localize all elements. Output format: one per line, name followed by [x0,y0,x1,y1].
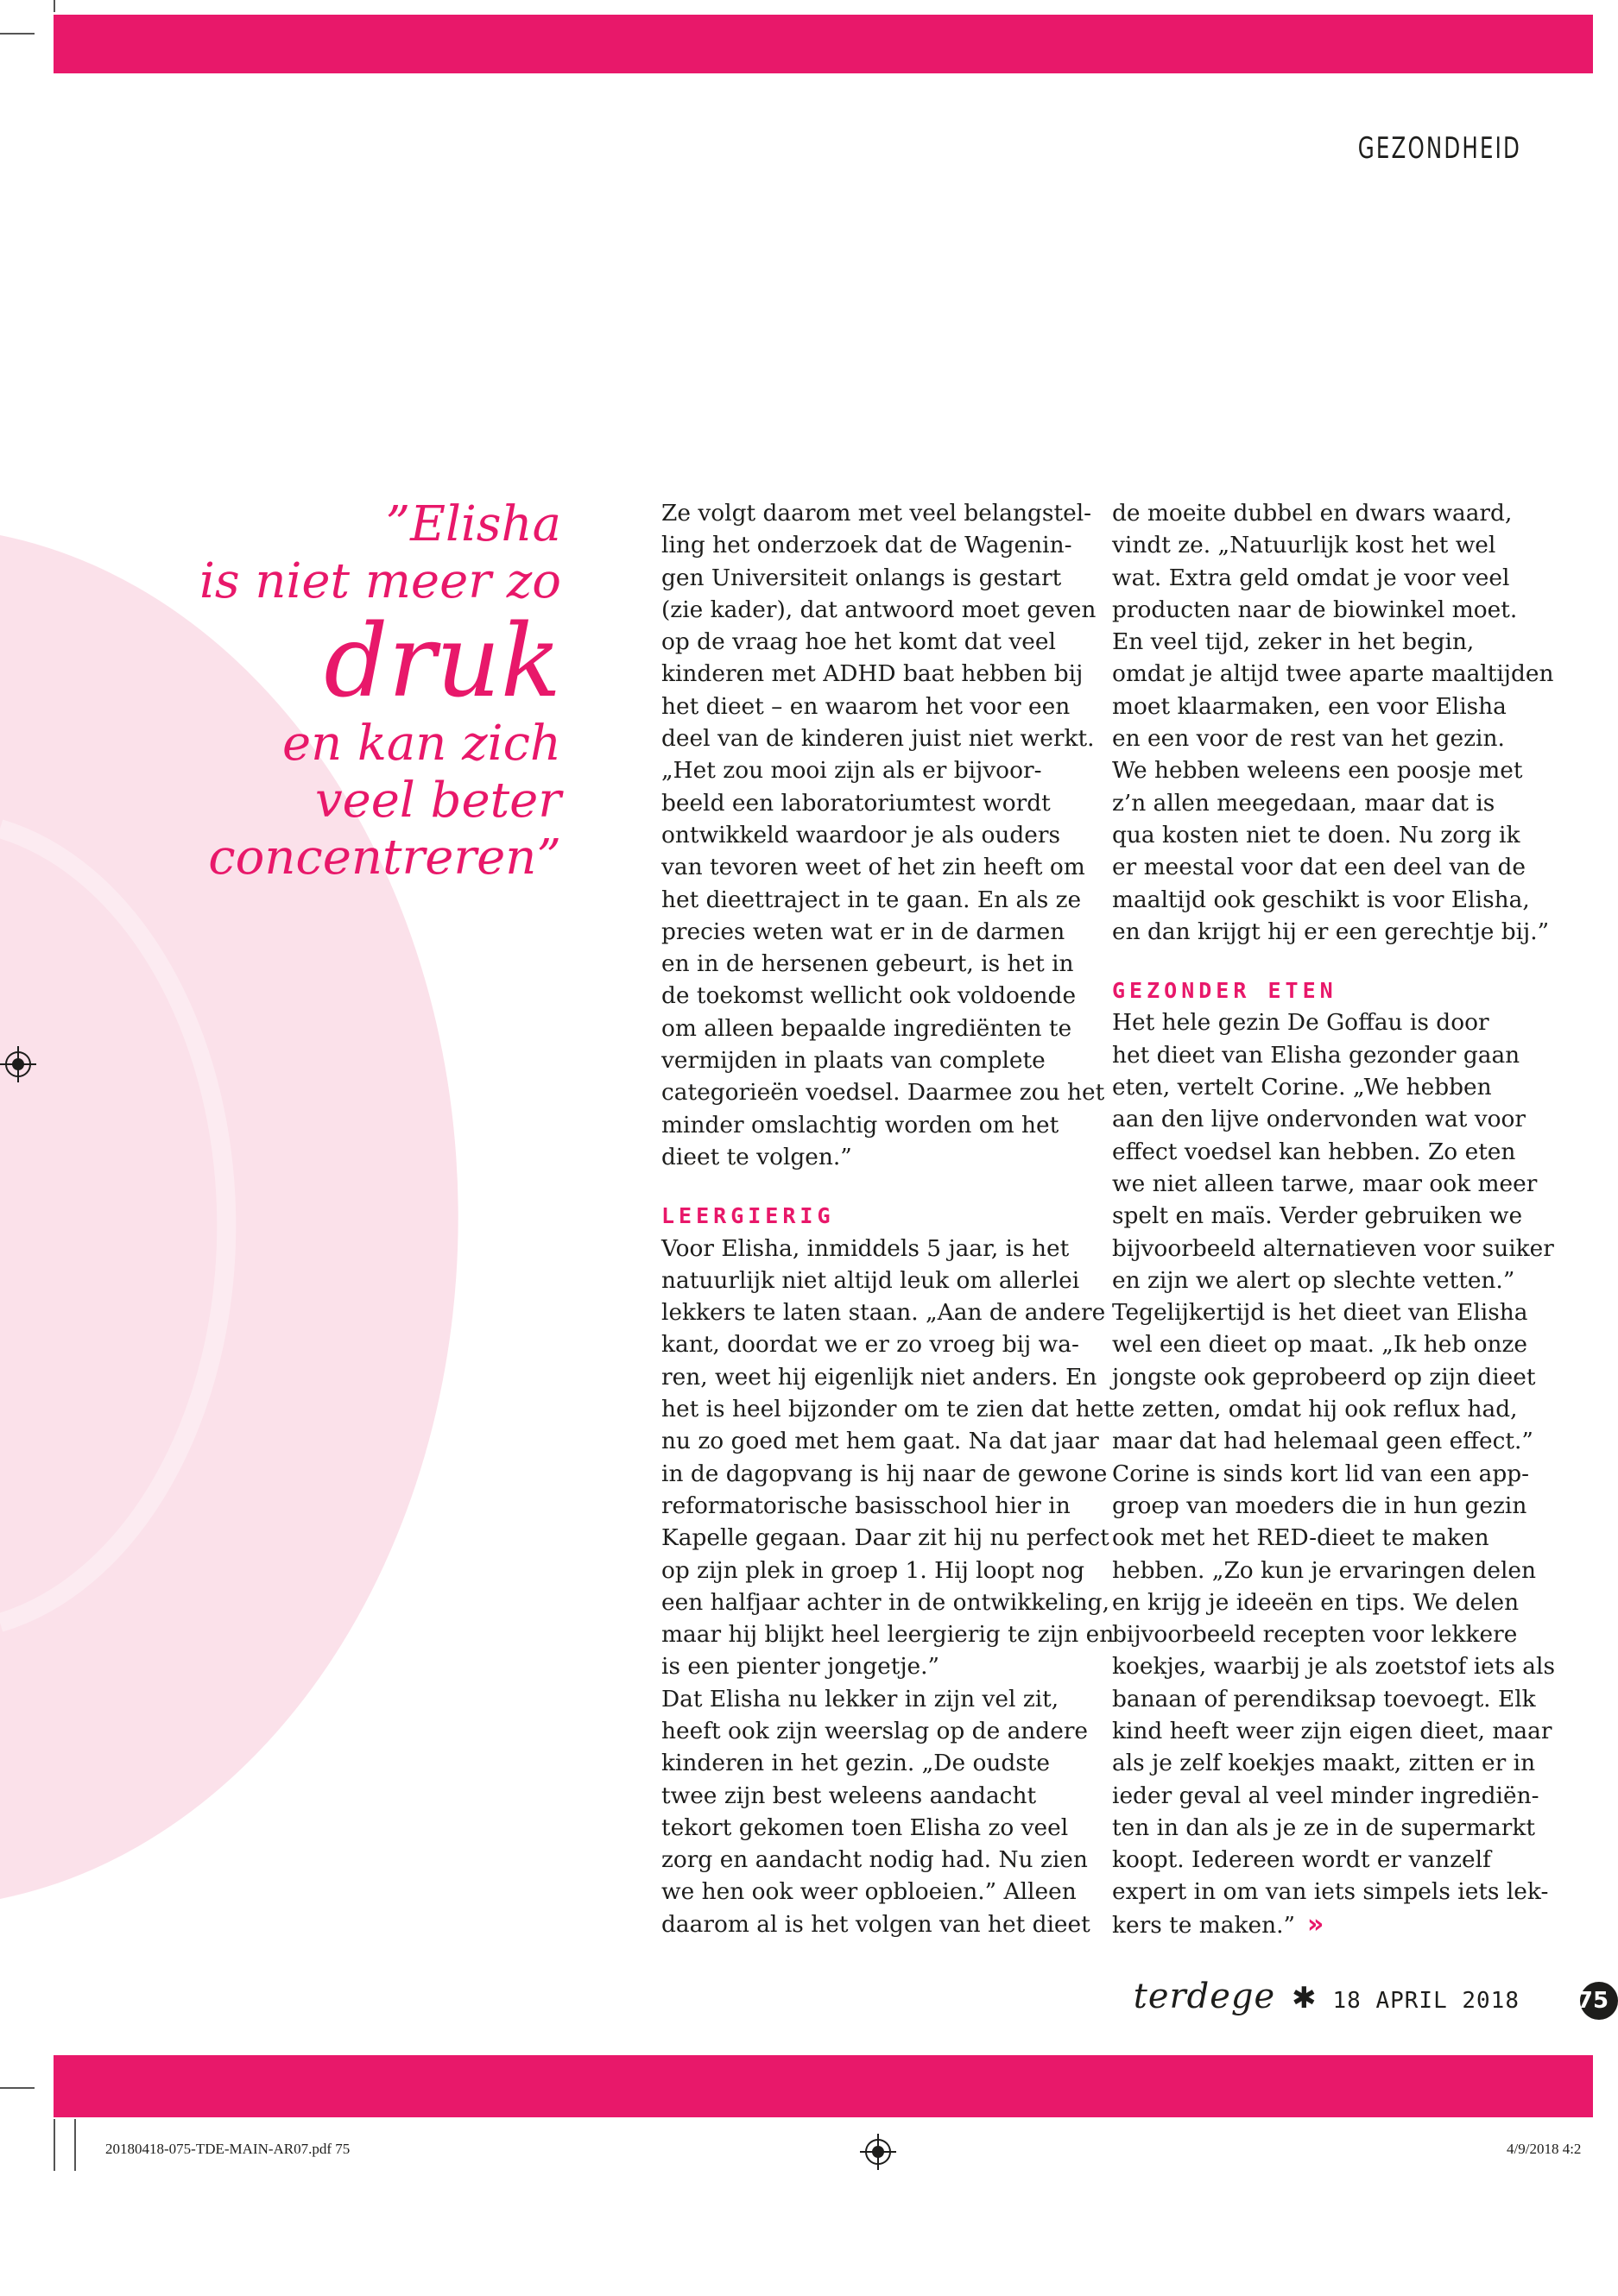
text-line [1112,1908,1561,1941]
text-line: bijvoorbeeld recepten voor lekkere [1112,1621,1518,1649]
text-line: moet klaarmaken, een voor Elisha [1112,692,1507,720]
text-line: koopt. Iedereen wordt er vanzelf [1112,1846,1491,1874]
text-line: „Het zou mooi zijn als er bijvoor- [661,757,1042,785]
text-line: nu zo goed met hem gaat. Na dat jaar [661,1428,1099,1455]
subheading-gezonder-eten: GEZONDER ETEN [1112,978,1337,1004]
text-line: we hen ook weer opbloeien.” Alleen [661,1878,1077,1906]
text-line: Ze volgt daarom met veel belangstel- [661,500,1092,527]
text-line-content: kers te maken.” [1112,1911,1296,1939]
text-line: om alleen bepaalde ingrediënten te [661,1014,1072,1042]
quote-line: veel beter [314,773,561,829]
print-slug-file: 20180418-075-TDE-MAIN-AR07.pdf 75 [105,2141,351,2157]
text-line: als je zelf koekjes maakt, zitten er in [1112,1750,1536,1777]
page-number: 75 [1580,1982,1618,2020]
text-line: Kapelle gegaan. Daar zit hij nu perfect [661,1524,1109,1552]
magazine-footer [1122,1977,1520,2016]
text-line: gen Universiteit onlangs is gestart [661,564,1062,591]
end-of-article-icon: » [1307,1908,1324,1940]
text-line: het dieet – en waarom het voor een [661,692,1071,720]
text-line: bijvoorbeeld alternatieven voor suiker [1112,1234,1554,1262]
text-line: en dan krijgt hij er een gerechtje bij.” [1112,918,1550,945]
text-line: (zie kader), dat antwoord moet geven [661,596,1097,623]
quote-line: is niet meer zo [199,553,561,610]
text-line: ieder geval al veel minder ingrediën- [1112,1782,1539,1809]
text-line: van tevoren weet of het zin heeft om [661,854,1085,881]
text-line: het dieet van Elisha gezonder gaan [1112,1041,1520,1069]
subheading-leergierig: LEERGIERIG [661,1203,835,1229]
crop-mark [0,33,35,35]
text-line: expert in om van iets simpels iets lek- [1112,1878,1549,1906]
text-line: kind heeft weer zijn eigen dieet, maar [1112,1717,1552,1744]
text-line: zorg en aandacht nodig had. Nu zien [661,1846,1088,1874]
quote-line: en kan zich [281,716,561,773]
text-line: op de vraag hoe het komt dat veel [661,628,1056,656]
text-line: groep van moeders die in hun gezin [1112,1492,1527,1519]
text-line: en zijn we alert op slechte vetten.” [1112,1266,1515,1294]
text-line: we niet alleen tarwe, maar ook meer [1112,1170,1538,1197]
text-line: Dat Elisha nu lekker in zijn vel zit, [661,1685,1059,1713]
crop-mark [54,0,55,12]
text-line: aan den lijve ondervonden wat voor [1112,1106,1526,1133]
text-line: ontwikkeld waardoor je als ouders [661,821,1061,848]
text-line: kant, doordat we er zo vroeg bij wa- [661,1331,1079,1359]
issue-date: 18 APRIL 2018 [1332,1988,1520,2014]
text-line: z’n allen meegedaan, maar dat is [1112,789,1495,817]
top-color-band [54,15,1593,73]
text-line: maaltijd ook geschikt is voor Elisha, [1112,886,1530,913]
paragraph [1112,497,1561,948]
text-line: en in de hersenen gebeurt, is het in [661,950,1074,978]
text-line: hebben. „Zo kun je ervaringen delen [1112,1556,1537,1584]
text-line: de toekomst wellicht ook voldoende [661,982,1077,1010]
paragraph [661,1233,1115,1941]
paragraph [661,497,1110,1173]
text-line: vermijden in plaats van complete [661,1047,1046,1075]
quote-line: concentreren” [208,829,561,886]
text-line: er meestal voor dat een deel van de [1112,854,1526,881]
text-line: qua kosten niet te doen. Nu zorg ik [1112,821,1520,848]
pull-quote [95,496,561,886]
crop-mark [54,2119,55,2171]
text-line: lekkers te laten staan. „Aan de andere [661,1299,1106,1327]
text-line: vindt ze. „Natuurlijk kost het wel [1112,532,1496,559]
text-line: ook met het RED-dieet te maken [1112,1524,1489,1552]
text-line: deel van de kinderen juist niet werkt. [661,725,1095,753]
text-line: is een pienter jongetje.” [661,1653,940,1681]
text-line: producten naar de biowinkel moet. [1112,596,1518,623]
article-column-1 [661,497,1115,1940]
text-line: eten, vertelt Corine. „We hebben [1112,1074,1492,1101]
article-column-2 [1112,497,1561,1941]
crop-mark [0,2087,35,2089]
text-line: heeft ook zijn weerslag op de andere [661,1717,1089,1744]
bottom-color-band [54,2055,1593,2117]
text-line: de moeite dubbel en dwars waard, [1112,500,1513,527]
text-line: maar hij blijkt heel leergierig te zijn en [661,1621,1115,1649]
text-line: minder omslachtig worden om het [661,1111,1059,1139]
text-line: Voor Elisha, inmiddels 5 jaar, is het [661,1234,1070,1262]
text-line: kinderen in het gezin. „De oudste [661,1750,1051,1777]
quote-emphasis: druk [324,603,561,721]
text-line: ten in dan als je ze in de supermarkt [1112,1813,1536,1841]
text-line: Tegelijkertijd is het dieet van Elisha [1112,1299,1528,1327]
registration-mark-icon [865,2139,891,2165]
text-line: spelt en maïs. Verder gebruiken we [1112,1202,1523,1230]
text-line: tekort gekomen toen Elisha zo veel [661,1813,1069,1841]
paragraph [1112,1006,1561,1941]
crop-mark [74,2119,76,2171]
text-line: het dieettraject in te gaan. En als ze [661,886,1082,913]
text-line: omdat je altijd twee aparte maaltijden [1112,660,1554,688]
text-line: wel een dieet op maat. „Ik heb onze [1112,1331,1528,1359]
text-line: op zijn plek in groep 1. Hij loopt nog [661,1556,1085,1584]
asterisk-icon: ✱ [1292,1981,1317,2015]
text-line: En veel tijd, zeker in het begin, [1112,628,1475,656]
text-line: en een voor de rest van het gezin. [1112,725,1505,753]
registration-mark-icon [5,1051,31,1077]
text-line: en krijg je ideeën en tips. We delen [1112,1588,1520,1616]
text-line: We hebben weleens een poosje met [1112,757,1523,785]
text-line: reformatorische basisschool hier in [661,1492,1071,1519]
text-line: categorieën voedsel. Daarmee zou het [661,1079,1105,1107]
text-line: ren, weet hij eigenlijk niet anders. En [661,1363,1097,1391]
text-line: het is heel bijzonder om te zien dat het [661,1396,1113,1423]
text-line: een halfjaar achter in de ontwikkeling, [661,1588,1109,1616]
text-line: jongste ook geprobeerd op zijn dieet [1112,1363,1536,1391]
text-line: in de dagopvang is hij naar de gewone [661,1460,1108,1487]
text-line: daarom al is het volgen van het dieet [661,1910,1090,1938]
text-line: natuurlijk niet altijd leuk om allerlei [661,1266,1080,1294]
quote-line: ”Elisha [385,496,561,552]
text-line: maar dat had helemaal geen effect.” [1112,1428,1533,1455]
print-slug-date: 4/9/2018 4:2 [1507,2141,1582,2157]
text-line: koekjes, waarbij je als zoetstof iets als [1112,1653,1556,1681]
magazine-logo: terdege [1133,1977,1276,2016]
text-line: ling het onderzoek dat de Wagenin- [661,532,1072,559]
text-line: wat. Extra geld omdat je voor veel [1112,564,1510,591]
text-line: dieet te volgen.” [661,1143,852,1170]
text-line: te zetten, omdat hij ook reflux had, [1112,1396,1518,1423]
text-line: effect voedsel kan hebben. Zo eten [1112,1138,1516,1165]
text-line: Het hele gezin De Goffau is door [1112,1009,1489,1037]
text-line: precies weten wat er in de darmen [661,918,1065,945]
section-label: GEZONDHEID [1357,131,1521,166]
text-line: Corine is sinds kort lid van een app- [1112,1460,1530,1487]
text-line: kinderen met ADHD baat hebben bij [661,660,1084,688]
text-line: twee zijn best weleens aandacht [661,1782,1037,1809]
text-line: beeld een laboratoriumtest wordt [661,789,1051,817]
text-line: banaan of perendiksap toevoegt. Elk [1112,1685,1536,1713]
